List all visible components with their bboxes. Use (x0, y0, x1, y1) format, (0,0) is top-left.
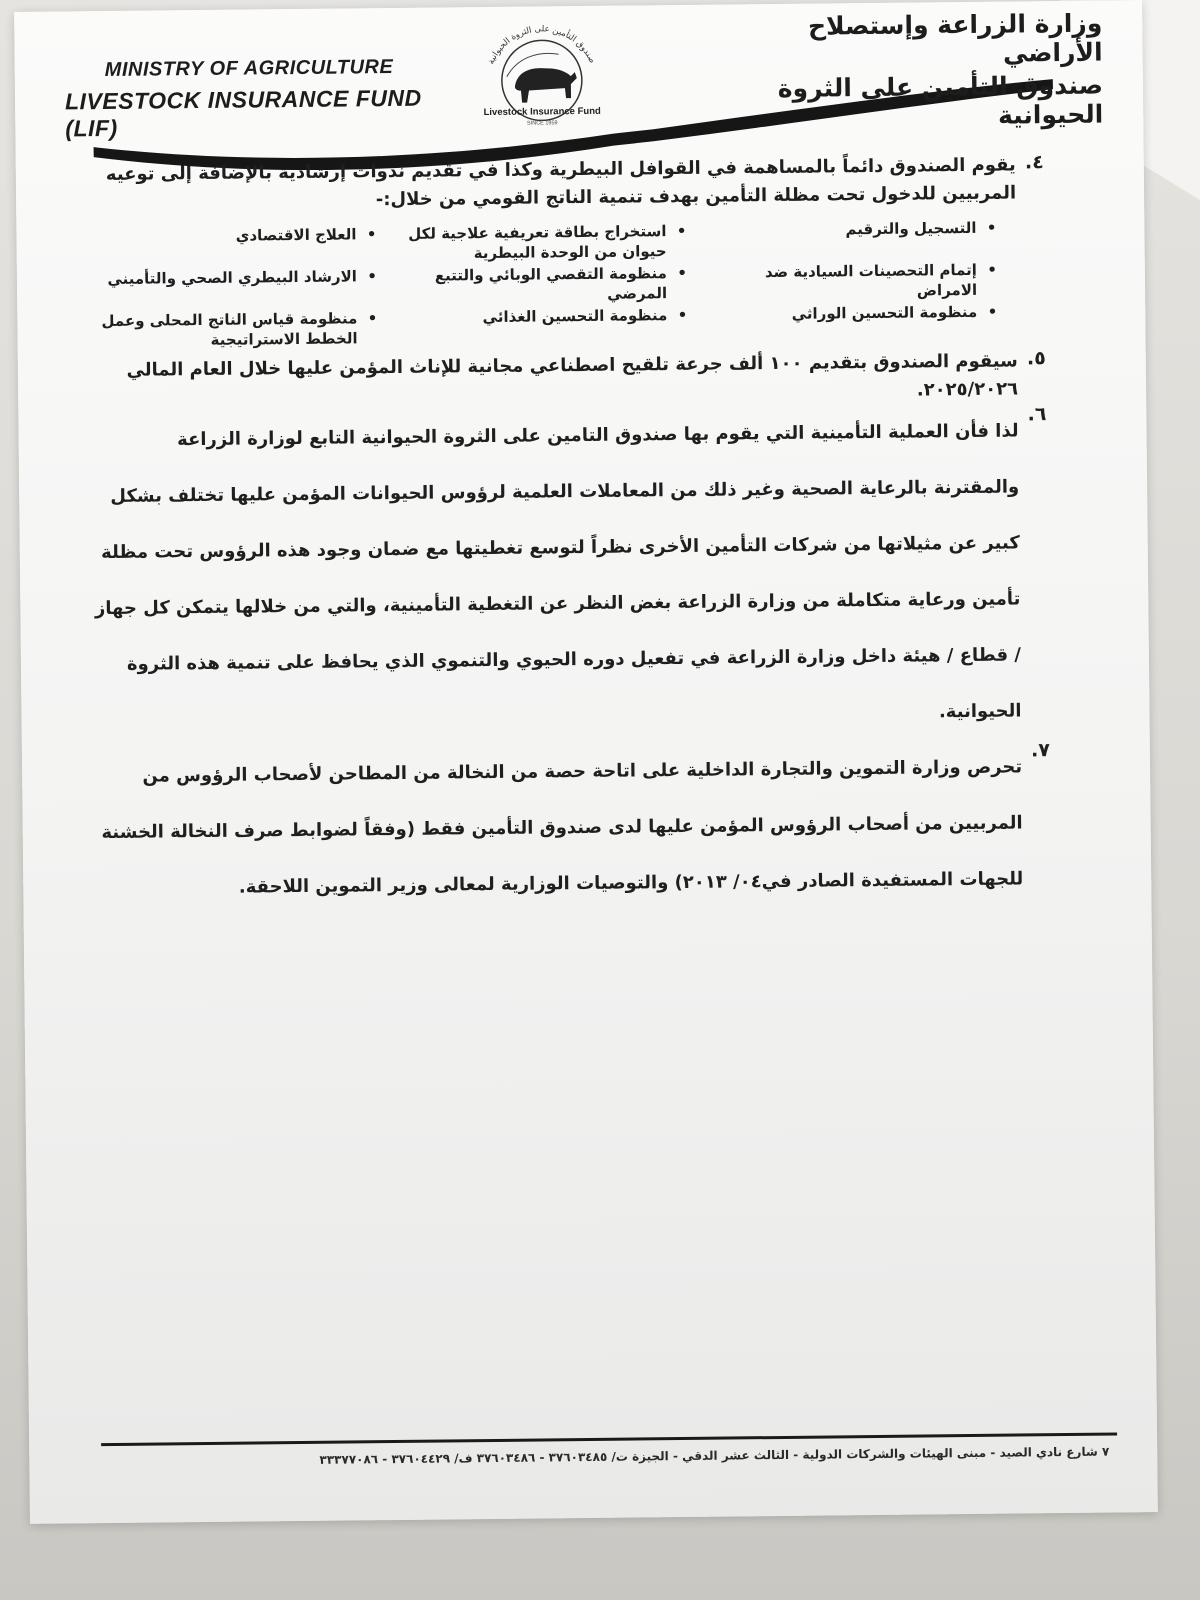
clause-4 (86, 151, 1046, 351)
bullet-list (86, 218, 999, 352)
bullet-dot-icon: • (986, 218, 997, 237)
bullet-dot-icon: • (987, 260, 997, 279)
bullet-dot-icon: • (366, 225, 377, 244)
clause-number: ٧. (1030, 739, 1051, 762)
bullet-label: العلاج الاقتصادي (235, 225, 357, 245)
document-page (14, 0, 1158, 1524)
bullet-label: إتمام التحصينات السيادية ضد الامراض (764, 260, 978, 300)
header-arabic (742, 9, 1103, 133)
bullet-item (87, 308, 379, 351)
logo-since: SINCE 1959 (526, 120, 558, 127)
bullet-item (707, 302, 999, 345)
clause-number: ٥. (1026, 347, 1046, 370)
bullet-label: منظومة التحسين الوراثي (791, 302, 978, 323)
header-english (65, 56, 426, 143)
footer-address: ٧ شارع نادي الصيد - مبنى الهيئات والشركات الدولية - الثالث عشر الدقي - الجيزة ت/ ٣٧٦٠٣٤٨٥ - ٣٧٦٠٣٤٨٦ ف/ ٣٧٦٠٤٤٢٩ - ٣٣٣٧٧٠٨٦ (319, 1444, 1110, 1467)
bullet-label: استخراج بطاقة تعريفية علاجية لكل حيوان من الوحدة البيطرية (408, 222, 667, 263)
ministry-name-ar: وزارة الزراعة وإستصلاح الأراضي (807, 8, 1103, 68)
fund-name-ar: صندوق التأمين على الثروة الحيوانية (777, 70, 1104, 130)
clause-5 (88, 347, 1047, 413)
bullet-label: الارشاد البيطري الصحي والتأميني (107, 267, 357, 288)
bullet-item (397, 263, 689, 306)
document-body (86, 151, 1052, 917)
bullet-item (87, 266, 379, 309)
ministry-name-en: MINISTRY OF AGRICULTURE (104, 55, 394, 82)
bullet-item (397, 305, 689, 348)
logo-name: Livestock Insurance Fund (483, 105, 601, 119)
bullet-label: التسجيل والترقيم (845, 218, 977, 239)
bullet-dot-icon: • (676, 221, 687, 241)
bullet-dot-icon: • (987, 302, 998, 321)
bullet-dot-icon: • (367, 309, 378, 328)
clause-text: سيقوم الصندوق بتقديم ١٠٠ ألف جرعة تلقيح اصطناعي مجانية للإناث المؤمن عليها خلال العام المالي ٢٠٢٥/٢٠٢٦. (126, 350, 1019, 401)
bullet-item (396, 221, 688, 264)
logo-arc-text: صندوق التأمين على الثروة الحيوانية (486, 24, 598, 66)
bullet-label: منظومة التقصي الوبائي والتتبع المرضي (434, 264, 668, 303)
bullet-dot-icon: • (367, 267, 377, 286)
footer-divider (101, 1432, 1117, 1446)
fund-name-en: LIVESTOCK INSURANCE FUND (LIF) (64, 84, 422, 142)
bullet-label: منظومة قياس الناتج المحلى وعمل الخطط الاستراتيجية (101, 309, 358, 349)
clause-text: لذا فأن العملية التأمينية التي يقوم بها صندوق التامين على الثروة الحيوانية التابع لوزارة الزراعة والمقترنة بالرعاية الصحية وغير ذلك من المعاملات العلمية لرؤوس الحيوانات المؤمن عليها تختلف بشكل كبير عن مثيلاتها من شركات التأمين الأخرى نظراً لتوسع تغطيتها مع ضمان وجود هذه الرؤوس تحت مظلة تأمين ورعاية متكاملة من وزارة الزراعة بغض النظر عن التغطية التأمينية، والتي من خلالها يتمكن كل جهاز / قطاع / هيئة داخل وزارة الزراعة في تفعيل دوره الحيوي والتنموي الذي يحافظ على تنمية هذه الثروة الحيوانية. (94, 420, 1022, 723)
clause-6 (88, 403, 1049, 749)
fund-logo (466, 14, 617, 134)
cow-icon (515, 68, 577, 103)
bullet-item (86, 224, 378, 267)
clause-number: ٦. (1027, 403, 1047, 426)
bullet-dot-icon: • (677, 305, 688, 325)
bullet-dot-icon: • (677, 263, 687, 283)
bullet-item (706, 218, 998, 261)
bullet-label: منظومة التحسين الغذائي (482, 306, 668, 327)
clause-number: ٤. (1024, 151, 1044, 174)
clause-7 (92, 739, 1052, 917)
clause-text: تحرص وزارة التموين والتجارة الداخلية على اتاحة حصة من النخالة من المطاحن لأصحاب الرؤوس من المربيين من أصحاب الرؤوس المؤمن عليها لدى صندوق التأمين فقط (وفقاً لضوابط صرف النخالة الخشنة للجهات المستفيدة الصادر في٠٤/ ٢٠١٣) والتوصيات الوزارية لمعالى وزير التموين اللاحقة. (101, 756, 1024, 898)
bullet-item (707, 260, 999, 303)
clause-text: يقوم الصندوق دائماً بالمساهمة في القوافل البيطرية وكذا في تقديم ندوات إرشادية بالإضافة إلى توعيه المربيين للدخول تحت مظلة التأمين بهدف تنمية الناتج القومي من خلال:- (105, 154, 1017, 211)
